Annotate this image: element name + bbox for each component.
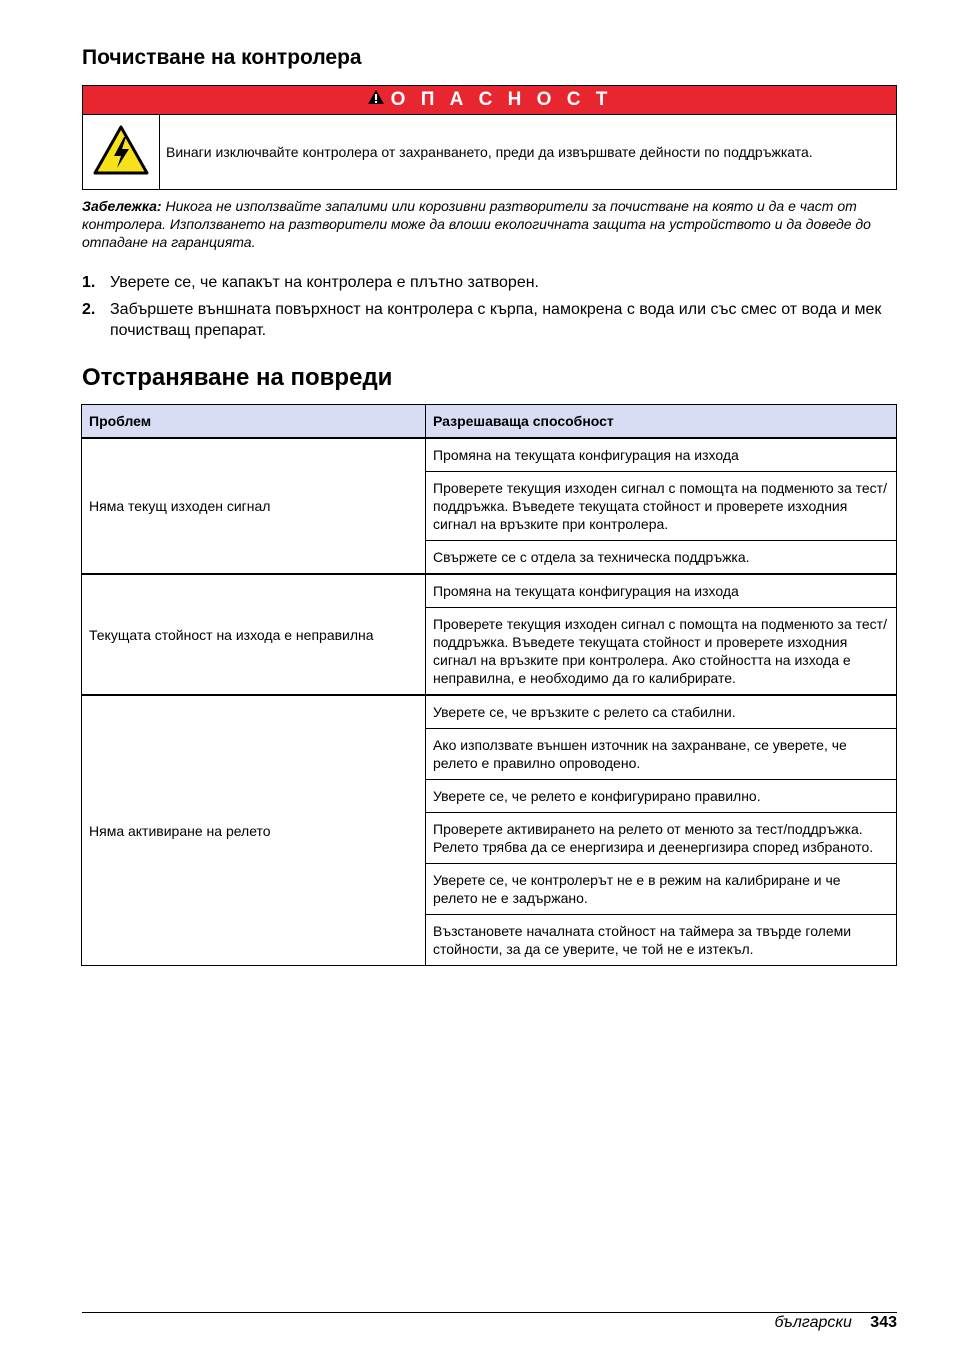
solution-cell: Промяна на текущата конфигурация на изхода — [426, 438, 897, 472]
warning-triangle-icon — [367, 89, 385, 111]
cleaning-steps — [82, 272, 897, 347]
solution-cell: Проверете текущия изходен сигнал с помощта на подменюто за тест/поддръжка. Въведете текущата стойност и проверете изходния сигнал на връзките при контролера. — [426, 472, 897, 541]
page-footer — [774, 1313, 897, 1333]
danger-text: Винаги изключвайте контролера от захранването, преди да извършвате дейности по поддръжката. — [166, 144, 813, 160]
danger-box — [82, 85, 897, 190]
step-item — [82, 272, 897, 293]
note — [82, 197, 897, 251]
step-text: Уверете се, че капакът на контролера е плътно затворен. — [110, 274, 539, 291]
problem-cell: Няма текущ изходен сигнал — [82, 438, 426, 574]
section-title-troubleshooting: Отстраняване на повреди — [82, 364, 393, 391]
table-header-row — [82, 405, 897, 439]
solution-cell: Уверете се, че релето е конфигурирано правилно. — [426, 780, 897, 813]
section-title-cleaning: Почистване на контролера — [82, 46, 362, 69]
electrical-hazard-icon — [93, 125, 149, 180]
solution-cell: Уверете се, че връзките с релето са стабилни. — [426, 695, 897, 729]
column-header-problem: Проблем — [82, 405, 426, 439]
step-number: 1. — [82, 274, 96, 291]
step-number: 2. — [82, 301, 96, 318]
table-row — [82, 695, 897, 729]
solution-cell: Проверете активирането на релето от менюто за тест/поддръжка. Релето трябва да се енергизира и деенергизира според избраното. — [426, 813, 897, 864]
danger-label: О П А С Н О С Т — [390, 89, 613, 110]
solution-cell: Ако използвате външен източник на захранване, се уверете, че релето е правилно опроводено. — [426, 729, 897, 780]
footer-language: български — [774, 1314, 852, 1331]
solution-cell: Уверете се, че контролерът не е в режим на калибриране и че релето не е задържано. — [426, 864, 897, 915]
problem-cell: Няма активиране на релето — [82, 695, 426, 966]
solution-cell: Възстановете началната стойност на таймера за твърде големи стойности, за да се уверите, че той не е изтекъл. — [426, 915, 897, 966]
column-header-solution: Разрешаваща способност — [426, 405, 897, 439]
danger-header — [83, 86, 896, 115]
table-row — [82, 574, 897, 608]
note-label: Забележка: — [82, 198, 162, 214]
page-number: 343 — [870, 1314, 897, 1331]
solution-cell: Свържете се с отдела за техническа поддръжка. — [426, 541, 897, 575]
solution-cell: Промяна на текущата конфигурация на изхода — [426, 574, 897, 608]
problem-cell: Текущата стойност на изхода е неправилна — [82, 574, 426, 695]
step-text: Забършете външната повърхност на контролера с кърпа, намокрена с вода или със смес от вода и мек почистващ препарат. — [110, 301, 882, 339]
step-item — [82, 299, 897, 341]
note-text: Никога не използвайте запалими или корозивни разтворители за почистване на която и да е част от контролера. Използването на разтворители може да влоши екологичната защита на устройството и да доведе до отпадане на гаранцията. — [82, 198, 871, 250]
solution-cell: Проверете текущия изходен сигнал с помощта на подменюто за тест/поддръжка. Въведете текущата стойност и проверете изходния сигнал на връзките при контролера. Ако стойността на изхода е неправилна, е необходимо да го калибрирате. — [426, 608, 897, 696]
troubleshooting-table — [81, 404, 897, 966]
table-row — [82, 438, 897, 472]
